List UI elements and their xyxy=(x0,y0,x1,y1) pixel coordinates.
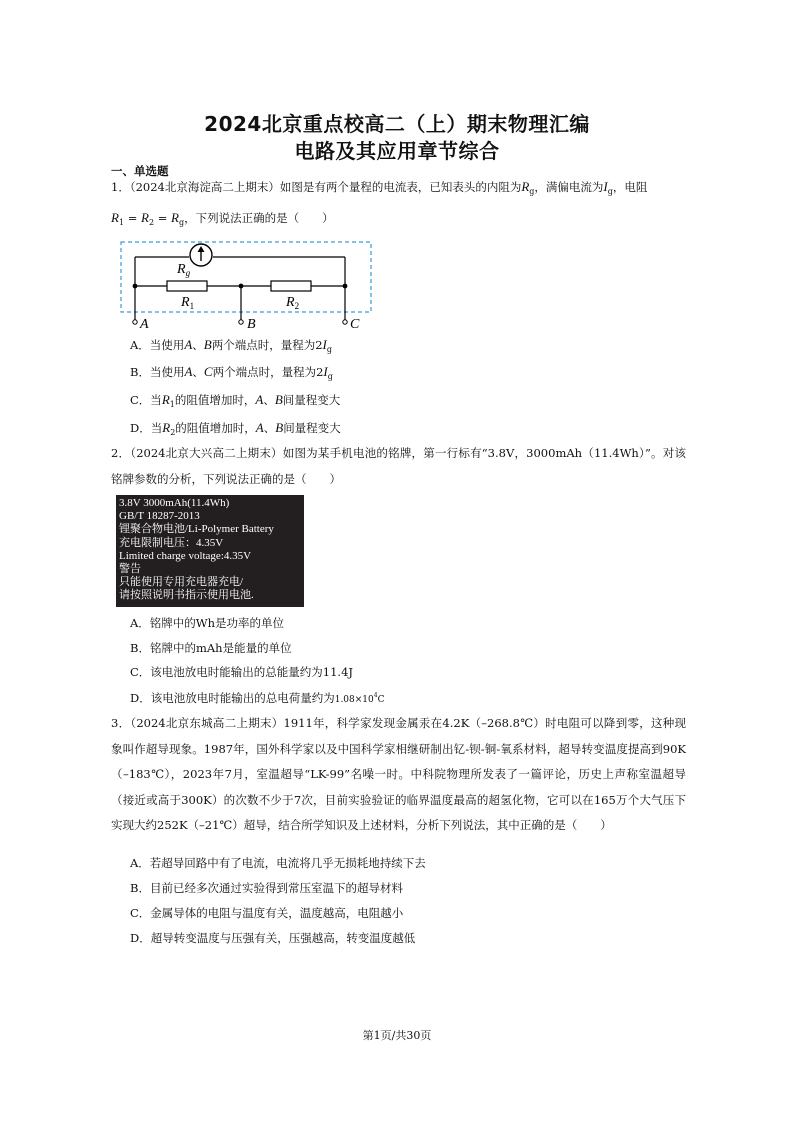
option-unit: C xyxy=(377,694,385,705)
page-title: 2024北京重点校高二（上）期末物理汇编 xyxy=(204,112,590,136)
option-text: 间量程变大 xyxy=(283,421,341,435)
question-source: （2024北京大兴高二上期末） xyxy=(130,446,283,460)
terminal-a xyxy=(133,320,137,324)
question-1-option-b[interactable] xyxy=(130,364,333,385)
option-var: I xyxy=(323,364,328,379)
page-subtitle: 电路及其应用章节综合 xyxy=(294,139,500,163)
nameplate-line: 警告 xyxy=(119,563,141,576)
terminal-c xyxy=(343,320,347,324)
terminal-b xyxy=(239,320,243,324)
junction-dot xyxy=(343,284,348,289)
dashed-boundary xyxy=(121,242,371,312)
option-sub: 2 xyxy=(170,428,176,437)
option-text: C．当 xyxy=(130,393,162,407)
option-var: R xyxy=(162,420,171,435)
nameplate-line: 锂聚合物电池/Li-Polymer Battery xyxy=(119,523,274,536)
option-var: B xyxy=(274,392,283,407)
equation-eq: = xyxy=(154,210,171,225)
question-2-option-a[interactable]: A．铭牌中的Wh是功率的单位 xyxy=(130,616,285,630)
resistor-r2 xyxy=(271,281,311,291)
option-var: A xyxy=(255,392,264,407)
option-text: 两个端点时，量程为 xyxy=(212,365,317,379)
question-number: 1． xyxy=(111,180,130,194)
nameplate-line: 充电限制电压：4.35V xyxy=(119,536,224,549)
option-value: 1.08×10 xyxy=(334,694,374,705)
r2-label: $R_2$ xyxy=(286,295,300,311)
equation-rg: R xyxy=(171,209,179,225)
question-3-option-d[interactable]: D．超导转变温度与压强有关，压强越高，转变温度越低 xyxy=(130,931,416,945)
nameplate-line: 只能使用专用充电器充电/ xyxy=(119,576,244,589)
option-var: B xyxy=(275,420,284,435)
nameplate-line: Limited charge voltage:4.35V xyxy=(119,549,252,562)
option-text: 、 xyxy=(263,393,275,407)
option-var: A xyxy=(184,337,193,352)
nameplate-line: GB/T 18287-2013 xyxy=(119,510,200,523)
equation-sub: 1 xyxy=(118,217,125,227)
question-text: ，电阻 xyxy=(612,180,648,194)
section-heading: 一、单选题 xyxy=(111,164,169,178)
equation-r2: R xyxy=(141,209,149,225)
nameplate-line: 3.8V 3000mAh(11.4Wh) xyxy=(119,497,230,509)
question-source: （2024北京海淀高二上期末） xyxy=(129,180,280,194)
question-text: 如图为某手机电池的铭牌，第一行标有“3.8V，3000mAh（11.4Wh）”。对该铭牌参数的分析，下列说法正确的是（ ） xyxy=(111,446,686,486)
question-1-option-c[interactable] xyxy=(130,392,340,413)
junction-dot xyxy=(239,284,244,289)
option-text: 的阻值增加时， xyxy=(175,421,256,435)
option-text: A．当使用 xyxy=(130,338,185,352)
junction-dot xyxy=(133,284,138,289)
option-text: D．该电池放电时能输出的总电荷量约为 xyxy=(130,690,335,705)
nameplate-line: 请按照说明书指示使用电池. xyxy=(119,589,254,602)
option-text: 的阻值增加时， xyxy=(174,393,256,407)
resistor-r1 xyxy=(167,281,207,291)
battery-nameplate-image xyxy=(116,495,304,607)
option-text: 、 xyxy=(192,338,204,352)
question-2-stem xyxy=(111,441,686,492)
equation-sub: g xyxy=(178,217,185,227)
terminal-c-label: C xyxy=(350,317,360,332)
option-sub: g xyxy=(327,372,333,381)
question-text: ，满偏电流为 xyxy=(534,180,604,194)
option-sub: g xyxy=(326,345,333,354)
question-text: 如图是有两个量程的电流表，已知表头的内阻为 xyxy=(279,180,522,194)
question-text: 1911年，科学家发现金属汞在4.2K（–268.8℃）时电阻可以降到零，这种现象叫作超导现象。1987年，国外科学家以及中国科学家相继研制出钇-钡-铜-氧系材料，超导转变温度提高到90K（–183℃），2023年7月，室温超导“LK-99”名噪一时。中科院物理所发表了一篇评论，历史上声称室温超导（接近或高于300K）的次数不少于7次，目前实验验证的临界温度最高的超氢化物，它可以在165万个大气压下实现大约252K（–21℃）超导，结合所学知识及上述材料，分析下列说法，其中正确的是（ ） xyxy=(111,716,686,832)
option-var: C xyxy=(203,364,213,379)
question-2-option-c[interactable]: C．该电池放电时能输出的总能量约为11.4J xyxy=(130,665,354,679)
terminal-b-label: B xyxy=(247,317,256,332)
ammeter-circuit-diagram xyxy=(119,240,379,332)
question-number: 3． xyxy=(111,716,131,730)
r1-label: $R_1$ xyxy=(181,295,195,311)
question-3-option-c[interactable]: C．金属导体的电阻与温度有关，温度越高，电阻越小 xyxy=(130,906,404,920)
option-sub: 1 xyxy=(169,400,175,409)
question-1-option-d[interactable] xyxy=(130,420,341,441)
option-var: B xyxy=(203,337,212,352)
question-3-option-b[interactable]: B．目前已经多次通过实验得到常压室温下的超导材料 xyxy=(130,881,403,895)
option-value: 2 xyxy=(315,338,323,352)
question-1-stem xyxy=(111,174,686,235)
equation-sub: 2 xyxy=(148,217,155,227)
option-var: I xyxy=(322,337,327,352)
ig-subscript: g xyxy=(607,187,613,196)
option-exponent: 4 xyxy=(373,692,378,699)
option-text: D．当 xyxy=(130,421,163,435)
option-text: 、 xyxy=(192,365,204,379)
page-footer: 第1页/共30页 xyxy=(362,1029,432,1042)
terminal-a-label: A xyxy=(140,317,149,332)
question-3-stem xyxy=(111,711,686,839)
question-number: 2． xyxy=(111,446,131,460)
question-text: ，下列说法正确的是（ ） xyxy=(184,210,334,225)
question-3-option-a[interactable]: A．若超导回路中有了电流，电流将几乎无损耗地持续下去 xyxy=(130,856,426,870)
question-source: （2024北京东城高二上期末） xyxy=(130,716,284,730)
option-var: A xyxy=(255,420,264,435)
option-value: 2 xyxy=(316,365,324,379)
option-var: A xyxy=(184,364,193,379)
equation-r1: R xyxy=(111,209,119,225)
equation-eq: = xyxy=(124,210,141,225)
option-text: 两个端点时，量程为 xyxy=(211,338,316,352)
question-2-option-b[interactable]: B．铭牌中的mAh是能量的单位 xyxy=(130,641,292,655)
rg-label: $R_g$ xyxy=(177,262,191,278)
ig-symbol: I xyxy=(603,179,608,194)
question-1-option-a[interactable] xyxy=(130,337,332,358)
option-text: 、 xyxy=(263,421,276,435)
rg-subscript: g xyxy=(529,187,535,196)
rg-symbol: R xyxy=(521,179,530,194)
option-var: R xyxy=(161,392,170,407)
option-text: 间量程变大 xyxy=(282,393,341,407)
question-2-option-d[interactable] xyxy=(130,688,384,708)
option-text: B．当使用 xyxy=(130,365,185,379)
